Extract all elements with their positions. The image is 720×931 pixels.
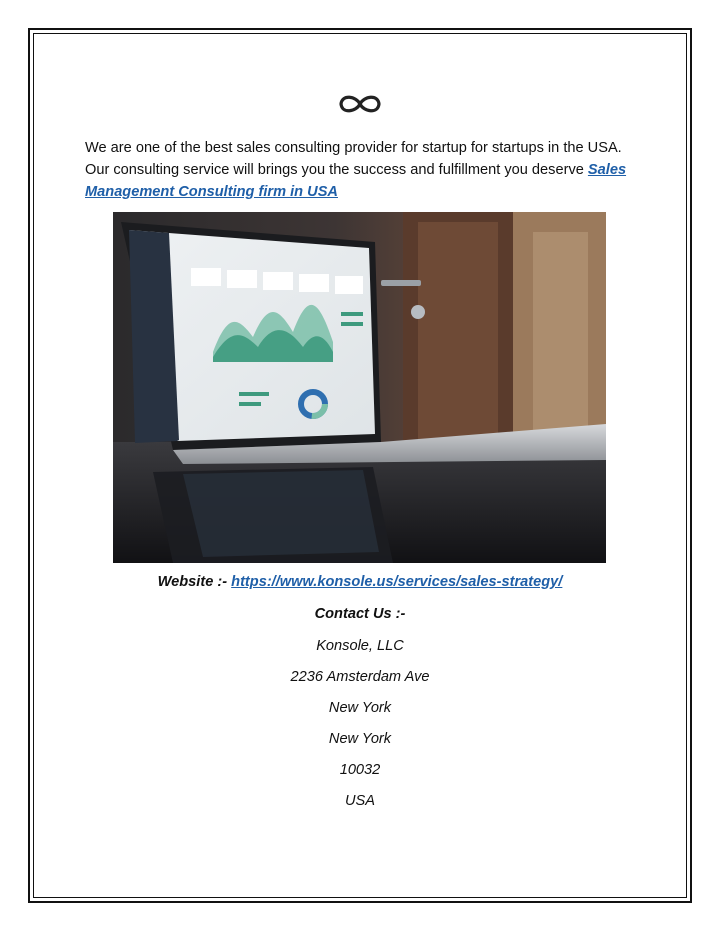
- company-name: Konsole, LLC: [316, 638, 404, 654]
- sales-consulting-link[interactable]: Sales Management Consulting firm in USA: [85, 162, 627, 200]
- country: USA: [344, 793, 375, 809]
- intro-paragraph: [85, 137, 645, 203]
- state: New York: [328, 731, 392, 747]
- infinity-icon: [336, 90, 384, 118]
- street-address: 2236 Amsterdam Ave: [290, 669, 430, 685]
- contact-heading: Contact Us :-: [314, 606, 406, 622]
- website-link[interactable]: https://www.konsole.us/services/sales-strategy/: [231, 574, 563, 590]
- zip-code: 10032: [339, 762, 381, 778]
- website-line: [0, 574, 720, 590]
- intro-text: We are one of the best sales consulting provider for startup for startups in the USA. Our consulting service will brings you the success and fulfillment you deserve: [85, 140, 622, 178]
- city: New York: [328, 700, 392, 716]
- website-label: Website :-: [157, 574, 232, 590]
- laptop-dashboard-image: [113, 212, 606, 563]
